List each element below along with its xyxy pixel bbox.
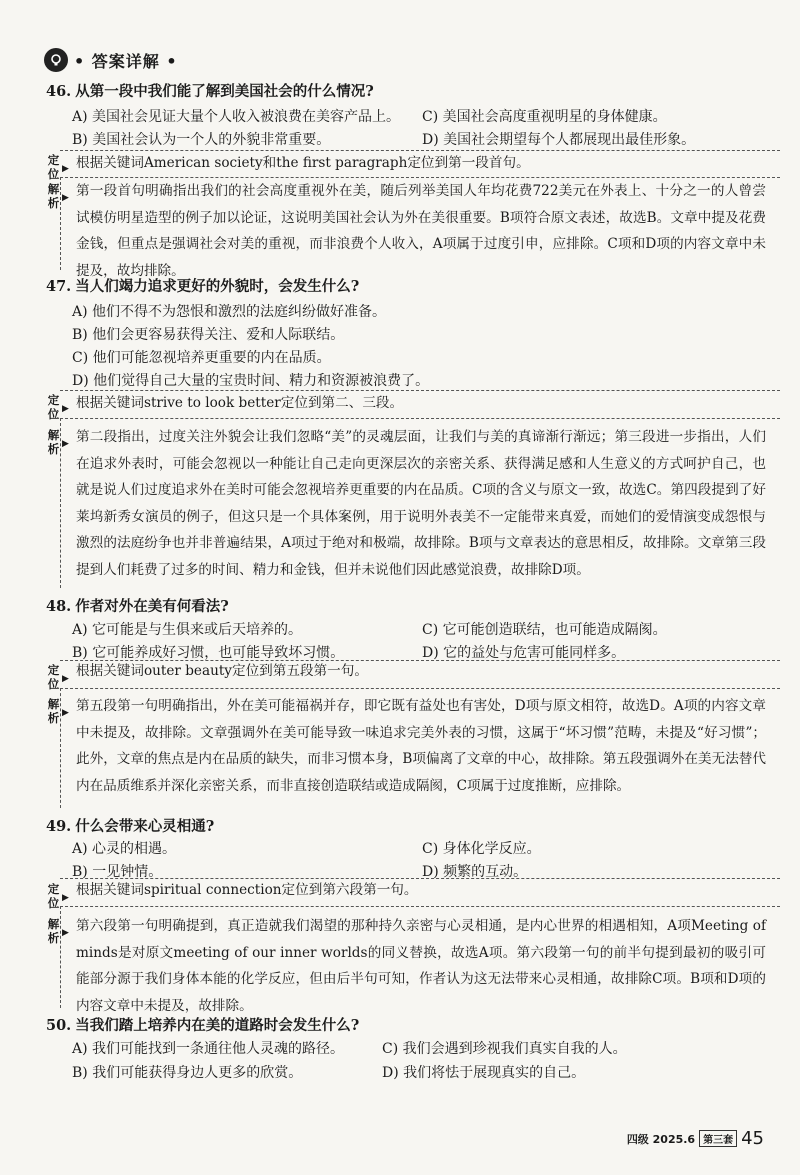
q50-option-d: D) 我们将怯于展现真实的自己。 <box>382 1065 586 1081</box>
divider <box>60 418 61 588</box>
q47-option-c: C) 他们可能忽视培养更重要的内在品质。 <box>72 350 331 366</box>
section-header <box>44 46 178 74</box>
question-46-text: 从第一段中我们能了解到美国社会的什么情况? <box>75 83 374 100</box>
q48-option-c: C) 它可能创造联结，也可能造成隔阂。 <box>422 622 667 638</box>
q46-option-b: B) 美国社会认为一个人的外貌非常重要。 <box>72 132 331 148</box>
page-number: 45 <box>741 1128 764 1149</box>
question-47-text: 当人们竭力追求更好的外貌时，会发生什么? <box>75 278 360 295</box>
q49-option-d: D) 频繁的互动。 <box>422 864 528 880</box>
q48-option-d: D) 它的益处与危害可能同样多。 <box>422 645 626 661</box>
question-48: 48. 作者对外在美有何看法? <box>46 598 229 615</box>
q46-option-d: D) 美国社会期望每个人都展现出最佳形象。 <box>422 132 696 148</box>
question-49-text: 什么会带来心灵相通? <box>75 818 215 835</box>
q49-explanation: 第六段第一句明确提到，真正造就我们渴望的那种持久亲密与心灵相通，是内心世界的相遇相知，A项Meeting of minds是对原文meeting of our inner worlds的同义替换，故选A项。第六段第一句的前半句提到最初的吸引可能部分源于我们身体本能的化学反应，但由后半句可知，作者认为这无法带来心灵相通，故排除C项。B项和D项的内容文章中未提及，故排除。 <box>76 918 766 1014</box>
explain-tag: 解析 ▶ <box>47 428 69 456</box>
page-footer <box>627 1128 764 1149</box>
question-50-text: 当我们踏上培养内在美的道路时会发生什么? <box>75 1017 360 1034</box>
q49-option-c: C) 身体化学反应。 <box>422 841 541 857</box>
question-47: 47. 当人们竭力追求更好的外貌时，会发生什么? <box>46 278 360 295</box>
q49-locate: 根据关键词spiritual connection定位到第六段第一句。 <box>76 882 418 898</box>
lightbulb-icon <box>44 48 68 72</box>
section-badge: 第三套 <box>699 1130 737 1147</box>
question-50: 50. 当我们踏上培养内在美的道路时会发生什么? <box>46 1017 360 1034</box>
question-46: 46. 从第一段中我们能了解到美国社会的什么情况? <box>46 83 374 100</box>
q46-locate: 根据关键词American society和the first paragraph定位到第一段首句。 <box>76 155 530 171</box>
q48-locate: 根据关键词outer beauty定位到第五段第一句。 <box>76 663 368 679</box>
q48-explanation: 第五段第一句明确指出，外在美可能福祸并存，即它既有益处也有害处，D项与原文相符，故选D。A项的内容文章中未提及，故排除。文章强调外在美可能导致一味追求完美外表的习惯，这属于“坏习惯”范畴，未提及“好习惯”；此外，文章的焦点是内在品质的缺失，而非习惯本身，B项偏离了文章的中心，故排除。第五段强调外在美无法替代内在品质维系并深化亲密关系，而非直接创造联结或造成隔阂，C项属于过度推断，应排除。 <box>76 698 766 794</box>
q46-option-a: A) 美国社会见证大量个人收入被浪费在美容产品上。 <box>72 109 401 125</box>
question-49: 49. 什么会带来心灵相通? <box>46 818 215 835</box>
divider <box>60 688 780 689</box>
section-title: • 答案详解 • <box>74 51 178 71</box>
question-48-text: 作者对外在美有何看法? <box>75 598 229 615</box>
q47-locate: 根据关键词strive to look better定位到第二、三段。 <box>76 395 404 411</box>
divider <box>60 177 61 270</box>
divider <box>60 418 780 419</box>
locate-tag: 定位 ▶ <box>47 393 69 421</box>
q47-option-b: B) 他们会更容易获得关注、爱和人际联结。 <box>72 327 345 343</box>
q46-option-c: C) 美国社会高度重视明星的身体健康。 <box>422 109 667 125</box>
q46-explanation: 第一段首句明确指出我们的社会高度重视外在美，随后列举美国人年均花费722美元在外表上、十分之一的人曾尝试模仿明星造型的例子加以论证，这说明美国社会认为外在美很重要。B项符合原文表述，故选B。文章中提及花费金钱，但重点是强调社会对美的重视，而非浪费个人收入，A项属于过度引申，应排除。C项和D项的内容文章中未提及，故均排除。 <box>76 183 766 279</box>
q47-option-a: A) 他们不得不为怨恨和激烈的法庭纠纷做好准备。 <box>72 304 387 320</box>
q50-option-b: B) 我们可能获得身边人更多的欣赏。 <box>72 1065 303 1081</box>
q50-option-c: C) 我们会遇到珍视我们真实自我的人。 <box>382 1041 627 1057</box>
q48-option-b: B) 它可能养成好习惯，也可能导致坏习惯。 <box>72 645 345 661</box>
q49-option-b: B) 一见钟情。 <box>72 864 163 880</box>
issue-label: 四级 2025.6 <box>626 1132 696 1146</box>
explain-tag: 解析 ▶ <box>47 182 69 210</box>
q47-option-d: D) 他们觉得自己大量的宝贵时间、精力和资源被浪费了。 <box>72 373 430 389</box>
locate-tag: 定位 ▶ <box>47 663 69 691</box>
q50-option-a: A) 我们可能找到一条通往他人灵魂的路径。 <box>72 1041 345 1057</box>
divider <box>60 906 61 1008</box>
explain-tag: 解析 ▶ <box>47 697 69 725</box>
explain-tag: 解析 ▶ <box>47 917 69 945</box>
locate-tag: 定位 ▶ <box>47 153 69 181</box>
divider <box>60 906 780 907</box>
q47-explanation: 第二段指出，过度关注外貌会让我们忽略“美”的灵魂层面，让我们与美的真谛渐行渐远；第三段进一步指出，人们在追求外表时，可能会忽视以一种能让自己走向更深层次的亲密关系、获得满足感和人生意义的方式呵护自己，也就是说人们过度追求外在美时可能会忽视培养更重要的内在品质。C项的含义与原文一致，故选C。第四段提到了好莱坞新秀女演员的例子，但这只是一个具体案例，用于说明外表美不一定能带来真爱，而她们的爱情演变成怨恨与激烈的法庭纷争也并非普遍结果，A项过于绝对和极端，故排除。B项与文章表达的意思相反，故排除。文章第三段提到人们耗费了过多的时间、精力和金钱，但并未说他们因此感觉浪费，故排除D项。 <box>76 429 766 578</box>
q48-option-a: A) 它可能是与生俱来或后天培养的。 <box>72 622 303 638</box>
locate-tag: 定位 ▶ <box>47 882 69 910</box>
q49-option-a: A) 心灵的相遇。 <box>72 841 177 857</box>
divider <box>60 688 61 808</box>
